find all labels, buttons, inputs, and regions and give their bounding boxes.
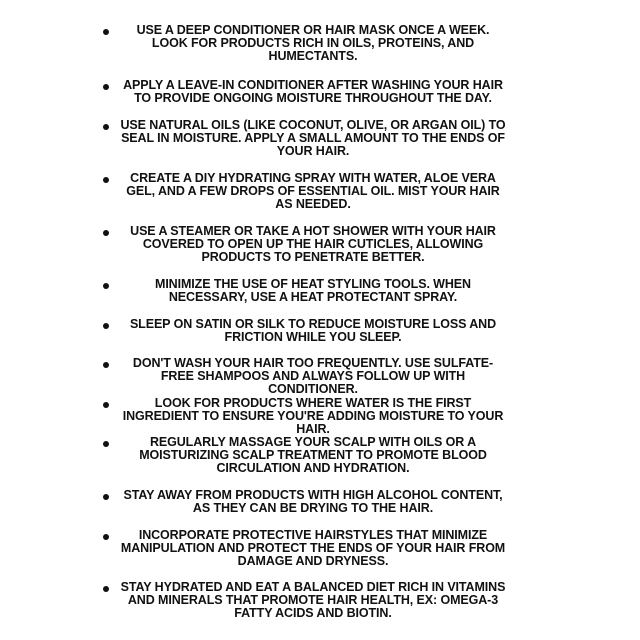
tip-text: STAY HYDRATED AND EAT A BALANCED DIET RICH IN VITAMINS AND MINERALS THAT PROMOTE HAIR HEALTH, EX: OMEGA-3 FATTY ACIDS AND BIOTIN.	[120, 580, 506, 620]
bullet-icon	[103, 29, 109, 35]
bullet-icon	[103, 586, 109, 592]
bullet-icon	[103, 124, 109, 130]
tip-text: REGULARLY MASSAGE YOUR SCALP WITH OILS OR A MOISTURIZING SCALP TREATMENT TO PROMOTE BLOOD CIRCULATION AND HYDRATION.	[139, 435, 487, 475]
bullet-icon	[103, 402, 109, 408]
tip-text: DON'T WASH YOUR HAIR TOO FREQUENTLY. USE SULFATE-FREE SHAMPOOS AND ALWAYS FOLLOW UP WITH CONDITIONER.	[132, 356, 494, 396]
tip-text: CREATE A DIY HYDRATING SPRAY WITH WATER, ALOE VERA GEL, AND A FEW DROPS OF ESSENTIAL OIL. MIST YOUR HAIR AS NEEDED.	[126, 171, 500, 211]
tip-text: STAY AWAY FROM PRODUCTS WITH HIGH ALCOHOL CONTENT, AS THEY CAN BE DRYING TO THE HAIR.	[123, 488, 503, 515]
tip-text: INCORPORATE PROTECTIVE HAIRSTYLES THAT MINIMIZE MANIPULATION AND PROTECT THE ENDS OF YOUR HAIR FROM DAMAGE AND DRYNESS.	[120, 528, 506, 568]
tip-text: LOOK FOR PRODUCTS WHERE WATER IS THE FIRST INGREDIENT TO ENSURE YOU'RE ADDING MOISTURE TO YOUR HAIR.	[122, 396, 504, 436]
tip-text: MINIMIZE THE USE OF HEAT STYLING TOOLS. WHEN NECESSARY, USE A HEAT PROTECTANT SPRAY.	[155, 277, 471, 304]
tip-text: USE A STEAMER OR TAKE A HOT SHOWER WITH YOUR HAIR COVERED TO OPEN UP THE HAIR CUTICLES, ALLOWING PRODUCTS TO PENETRATE BETTER.	[130, 224, 496, 264]
tip-text: SLEEP ON SATIN OR SILK TO REDUCE MOISTURE LOSS AND FRICTION WHILE YOU SLEEP.	[129, 317, 497, 344]
bullet-icon	[103, 177, 109, 183]
tip-text: USE NATURAL OILS (LIKE COCONUT, OLIVE, OR ARGAN OIL) TO SEAL IN MOISTURE. APPLY A SMALL AMOUNT TO THE ENDS OF YOUR HAIR.	[120, 118, 506, 158]
bullet-icon	[103, 230, 109, 236]
bullet-icon	[103, 534, 109, 540]
bullet-icon	[103, 494, 109, 500]
tip-text: USE A DEEP CONDITIONER OR HAIR MASK ONCE A WEEK. LOOK FOR PRODUCTS RICH IN OILS, PROTEINS, AND HUMECTANTS.	[136, 23, 490, 63]
bullet-icon	[103, 283, 109, 289]
bullet-icon	[103, 441, 109, 447]
bullet-icon	[103, 362, 109, 368]
bullet-icon	[103, 323, 109, 329]
tip-text: APPLY A LEAVE-IN CONDITIONER AFTER WASHING YOUR HAIR TO PROVIDE ONGOING MOISTURE THROUGHOUT THE DAY.	[123, 78, 503, 105]
bullet-icon	[103, 84, 109, 90]
